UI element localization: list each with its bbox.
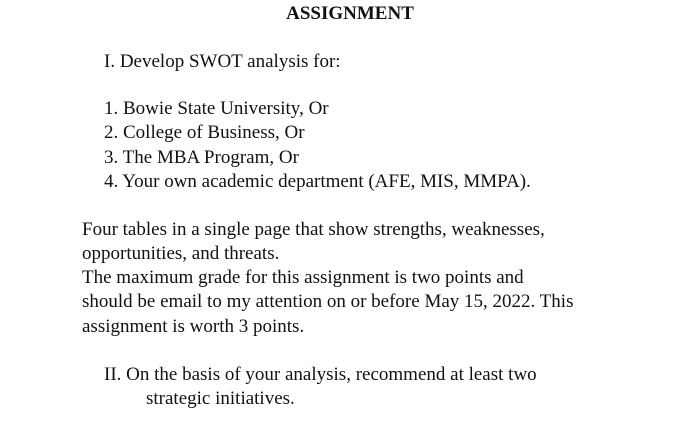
list-item: 3. The MBA Program, Or [104,147,299,168]
list-item: 1. Bowie State University, Or [104,98,329,119]
paragraph-line: The maximum grade for this assignment is two points and [82,267,524,288]
section2-continuation: strategic initiatives. [146,388,295,409]
section2-heading: II. On the basis of your analysis, recommend at least two [104,364,537,385]
section1-heading: I. Develop SWOT analysis for: [104,51,341,72]
paragraph-line: assignment is worth 3 points. [82,316,305,337]
paragraph-line: Four tables in a single page that show strengths, weaknesses, [82,219,545,240]
list-item: 2. College of Business, Or [104,122,305,143]
paragraph-line: should be email to my attention on or before May 15, 2022. This [82,291,574,312]
paragraph-line: opportunities, and threats. [82,243,280,264]
list-item: 4. Your own academic department (AFE, MIS, MMPA). [104,171,531,192]
page-title: ASSIGNMENT [286,3,414,24]
